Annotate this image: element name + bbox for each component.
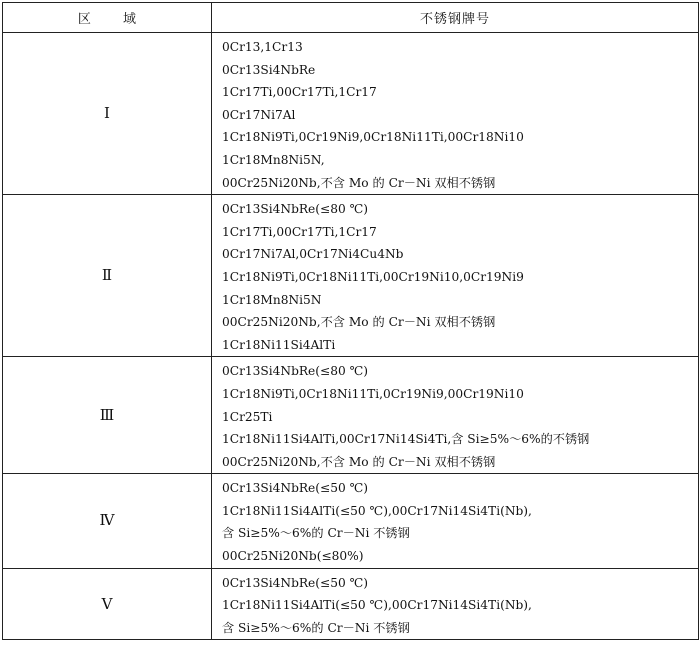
grades-cell [212, 474, 699, 568]
grade-line: 00Cr25Ni20Nb(≤80%) [222, 549, 364, 564]
grade-line: 1Cr17Ti,00Cr17Ti,1Cr17 [222, 224, 377, 239]
grade-line: 0Cr13Si4NbRe(≤80 ℃) [222, 202, 369, 217]
grade-line: 0Cr17Ni7Al [222, 107, 296, 122]
grade-line: 0Cr13Si4NbRe(≤80 ℃) [222, 364, 369, 379]
grade-line: 0Cr13,1Cr13 [222, 40, 303, 54]
grade-line: 1Cr18Ni9Ti,0Cr18Ni11Ti,00Cr19Ni10,0Cr19Ni9 [222, 269, 524, 284]
grade-line: 1Cr18Ni11Si4AlTi(≤50 ℃),00Cr17Ni14Si4Ti(Nb), [222, 503, 532, 518]
grades-cell [212, 33, 699, 195]
table-row [3, 474, 699, 568]
table-header-row [3, 3, 699, 33]
region-cell: Ⅳ [3, 474, 212, 568]
grades-column-header: 不锈钢牌号 [212, 3, 699, 33]
grades-cell [212, 357, 699, 474]
grade-line: 1Cr18Ni11Si4AlTi,00Cr17Ni14Si4Ti,含 Si≥5%～6%的不锈钢 [222, 432, 590, 447]
grade-line: 1Cr18Ni9Ti,0Cr19Ni9,0Cr18Ni11Ti,00Cr18Ni10 [222, 130, 524, 145]
grade-line: 1Cr18Mn8Ni5N [222, 292, 322, 307]
grade-line: 00Cr25Ni20Nb,不含 Mo 的 Cr－Ni 双相不锈钢 [222, 454, 496, 469]
grade-line: 1Cr25Ti [222, 409, 273, 424]
grade-line: 1Cr18Mn8Ni5N, [222, 152, 325, 167]
grade-line: 00Cr25Ni20Nb,不含 Mo 的 Cr－Ni 双相不锈钢 [222, 175, 496, 190]
grade-line: 0Cr13Si4NbRe(≤50 ℃) [222, 575, 369, 590]
grade-line: 1Cr18Ni9Ti,0Cr18Ni11Ti,0Cr19Ni9,00Cr19Ni10 [222, 386, 524, 401]
region-cell: Ⅱ [3, 195, 212, 357]
grade-line: 含 Si≥5%～6%的 Cr－Ni 不锈钢 [222, 620, 410, 635]
grade-line: 含 Si≥5%～6%的 Cr－Ni 不锈钢 [222, 526, 410, 541]
grade-line: 0Cr17Ni7Al,0Cr17Ni4Cu4Nb [222, 247, 404, 262]
grade-line: 1Cr17Ti,00Cr17Ti,1Cr17 [222, 85, 377, 100]
region-cell: Ⅲ [3, 357, 212, 474]
table-row [3, 195, 699, 357]
stainless-steel-grade-table [2, 2, 699, 640]
grade-line: 1Cr18Ni11Si4AlTi(≤50 ℃),00Cr17Ni14Si4Ti(Nb), [222, 598, 532, 613]
table-row [3, 568, 699, 640]
grade-line: 00Cr25Ni20Nb,不含 Mo 的 Cr－Ni 双相不锈钢 [222, 315, 496, 330]
grade-line: 0Cr13Si4NbRe(≤50 ℃) [222, 481, 369, 496]
grades-cell [212, 195, 699, 357]
region-cell: Ⅴ [3, 568, 212, 640]
grade-line: 1Cr18Ni11Si4AlTi [222, 337, 336, 352]
grade-line: 0Cr13Si4NbRe [222, 62, 316, 77]
table-row [3, 357, 699, 474]
grades-cell [212, 568, 699, 640]
table-row [3, 33, 699, 195]
region-cell: Ⅰ [3, 33, 212, 195]
region-column-header: 区 域 [3, 3, 212, 33]
